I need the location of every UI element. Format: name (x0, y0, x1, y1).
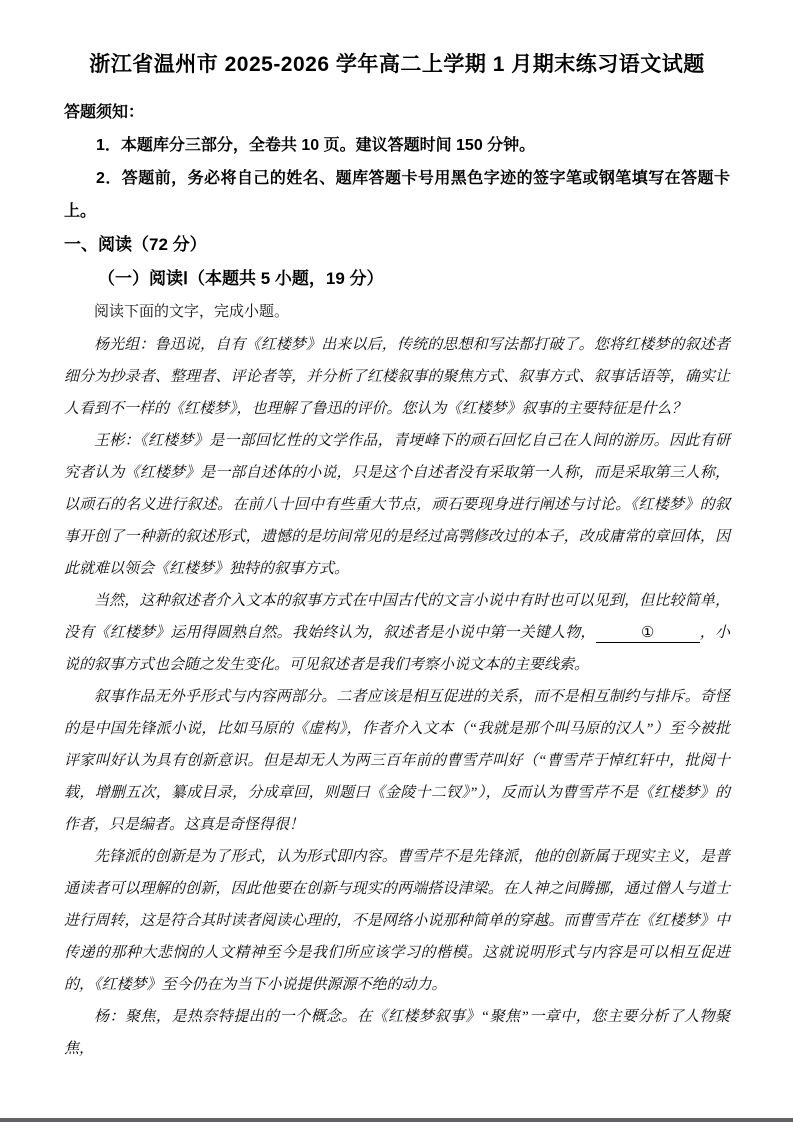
section-heading-reading: 一、阅读（72 分） (64, 235, 207, 254)
notice-item-1: 1．本题库分三部分，全卷共 10 页。建议答题时间 150 分钟。 (96, 137, 536, 154)
passage-instruction: 阅读下面的文字，完成小题。 (94, 304, 290, 320)
page-title: 浙江省温州市 2025-2026 学年高二上学期 1 月期末练习语文试题 (89, 53, 705, 76)
paragraph-text-before-blank: 当然，这种叙述者介入文本的叙事方式在中国古代的文言小说中有时也可以见到，但比较简单，没有《红楼梦》运用得圆熟自然。我始终认为，叙述者是小说中第一关键人物， (64, 593, 730, 641)
page-bottom-edge (0, 1118, 793, 1122)
notice-item-2: 2．答题前，务必将自己的姓名、题库答题卡号用黑色字迹的签字笔或钢笔填写在答题卡上。 (64, 170, 730, 220)
answer-notice-section (64, 96, 730, 228)
notice-heading: 答题须知： (64, 104, 145, 121)
paragraph-text-after-blank: ，小说的叙事方式也会随之发生变化。可见叙述者是我们考察小说文本的主要线索。 (64, 625, 730, 673)
passage-paragraph-yang-2: 杨：聚焦，是热奈特提出的一个概念。在《红楼梦叙事》“聚焦”一章中，您主要分析了人物聚焦， (64, 1009, 730, 1057)
subsection-heading-reading-1: （一）阅读Ⅰ（本题共 5 小题，19 分） (98, 269, 384, 288)
passage-paragraph-wang-3: 叙事作品无外乎形式与内容两部分。二者应该是相互促进的关系，而不是相互制约与排斥。奇怪的是中国先锋派小说，比如马原的《虚构》，作者介入文本（“我就是那个叫马原的汉人”）至今被批评家叫好认为具有创新意识。但是却无人为两三百年前的曹雪芹叫好（“曹雪芹于悼红轩中，批阅十载，增删五次，纂成目录，分成章回，则题曰《金陵十二钗》”），反而认为曹雪芹不是《红楼梦》的作者，只是编者。这真是奇怪得很！ (64, 689, 730, 833)
fill-in-blank-1: ① (596, 625, 700, 643)
reading-passage (64, 329, 730, 1065)
passage-paragraph-wang-1: 王彬：《红楼梦》是一部回忆性的文学作品，青埂峰下的顽石回忆自己在人间的游历。因此有研究者认为《红楼梦》是一部自述体的小说，只是这个自述者没有采取第一人称，而是采取第三人称，以顽石的名义进行叙述。在前八十回中有些重大节点，顽石要现身进行阐述与讨论。《红楼梦》的叙事开创了一种新的叙述形式，遗憾的是坊间常见的是经过高鹗修改过的本子，改成庸常的章回体，因此就难以领会《红楼梦》独特的叙事方式。 (64, 433, 730, 577)
passage-paragraph-yang-1: 杨光组：鲁迅说，自有《红楼梦》出来以后，传统的思想和写法都打破了。您将红楼梦的叙述者细分为抄录者、整理者、评论者等，并分析了红楼叙事的聚焦方式、叙事方式、叙事话语等，确实让人看到不一样的《红楼梦》，也理解了鲁迅的评价。您认为《红楼梦》叙事的主要特征是什么？ (64, 337, 730, 417)
passage-paragraph-wang-2 (64, 585, 730, 681)
passage-paragraph-wang-4: 先锋派的创新是为了形式，认为形式即内容。曹雪芹不是先锋派，他的创新属于现实主义，是普通读者可以理解的创新，因此他要在创新与现实的两端搭设津梁。在人神之间腾挪，通过僧人与道士进行周转，这是符合其时读者阅读心理的，不是网络小说那种简单的穿越。而曹雪芹在《红楼梦》中传递的那种大悲悯的人文精神至今是我们所应该学习的楷模。这就说明形式与内容是可以相互促进的，《红楼梦》至今仍在为当下小说提供源源不绝的动力。 (64, 849, 730, 993)
